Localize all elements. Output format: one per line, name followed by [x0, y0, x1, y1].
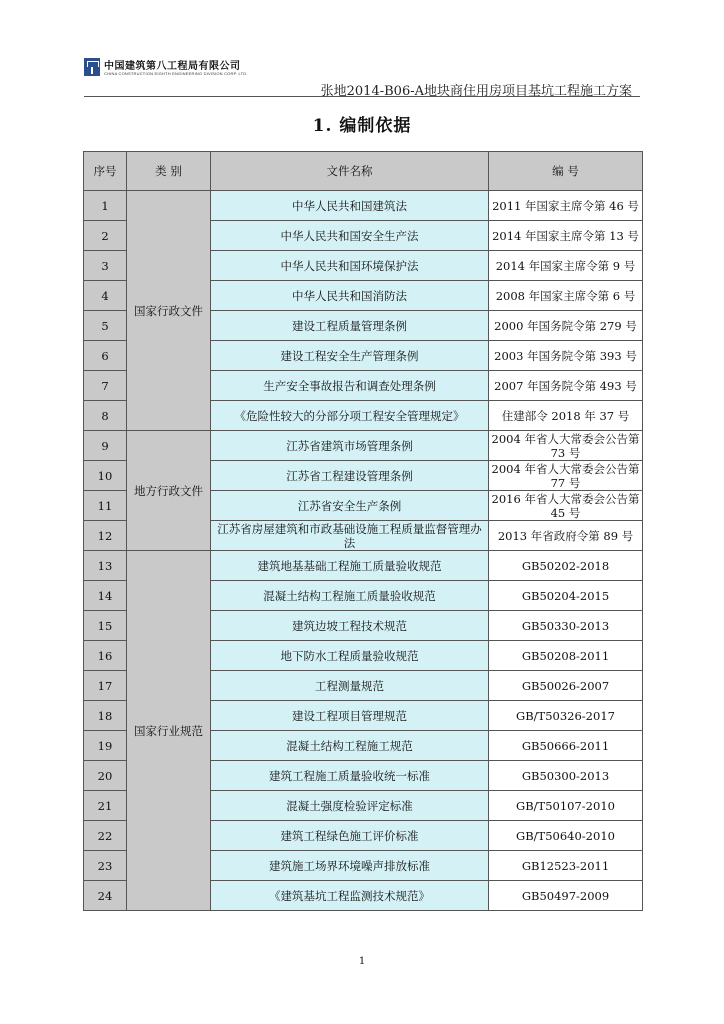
- table-row: [84, 551, 643, 581]
- document-name: 江苏省建筑市场管理条例: [211, 431, 489, 461]
- document-code: GB/T50640-2010: [489, 821, 643, 851]
- document-code: GB50330-2013: [489, 611, 643, 641]
- row-number: 13: [84, 551, 127, 581]
- document-name: 工程测量规范: [211, 671, 489, 701]
- document-name: 中华人民共和国环境保护法: [211, 251, 489, 281]
- document-code: GB50666-2011: [489, 731, 643, 761]
- row-number: 10: [84, 461, 127, 491]
- row-number: 7: [84, 371, 127, 401]
- header-divider: [84, 96, 640, 97]
- row-number: 2: [84, 221, 127, 251]
- row-number: 16: [84, 641, 127, 671]
- row-number: 17: [84, 671, 127, 701]
- document-code: 2011 年国家主席令第 46 号: [489, 191, 643, 221]
- document-name: 江苏省房屋建筑和市政基础设施工程质量监督管理办法: [211, 521, 489, 551]
- document-code: 2003 年国务院令第 393 号: [489, 341, 643, 371]
- row-number: 18: [84, 701, 127, 731]
- document-code: GB50202-2018: [489, 551, 643, 581]
- document-name: 建筑施工场界环境噪声排放标准: [211, 851, 489, 881]
- document-name: 建设工程质量管理条例: [211, 311, 489, 341]
- row-number: 20: [84, 761, 127, 791]
- document-code: 2004 年省人大常委会公告第 77 号: [489, 461, 643, 491]
- row-number: 5: [84, 311, 127, 341]
- row-number: 12: [84, 521, 127, 551]
- document-code: GB/T50326-2017: [489, 701, 643, 731]
- document-code: GB50497-2009: [489, 881, 643, 911]
- row-number: 24: [84, 881, 127, 911]
- document-name: 建筑地基基础工程施工质量验收规范: [211, 551, 489, 581]
- document-name: 江苏省安全生产条例: [211, 491, 489, 521]
- row-number: 9: [84, 431, 127, 461]
- header-no: 序号: [84, 152, 127, 191]
- document-name: 建设工程项目管理规范: [211, 701, 489, 731]
- row-number: 21: [84, 791, 127, 821]
- table-row: [84, 191, 643, 221]
- document-name: 中华人民共和国消防法: [211, 281, 489, 311]
- document-name: 地下防水工程质量验收规范: [211, 641, 489, 671]
- document-name: 《危险性较大的分部分项工程安全管理规定》: [211, 401, 489, 431]
- row-number: 23: [84, 851, 127, 881]
- document-code: 2000 年国务院令第 279 号: [489, 311, 643, 341]
- table-body: [84, 191, 643, 911]
- document-name: 建筑边坡工程技术规范: [211, 611, 489, 641]
- document-code: 2007 年国务院令第 493 号: [489, 371, 643, 401]
- document-code: 2014 年国家主席令第 13 号: [489, 221, 643, 251]
- document-name: 生产安全事故报告和调查处理条例: [211, 371, 489, 401]
- basis-table: [83, 151, 643, 911]
- header-category: 类 别: [127, 152, 211, 191]
- header-doc-name: 文件名称: [211, 152, 489, 191]
- company-name-en: CHINA CONSTRUCTION EIGHTH ENGINEERING DIVISION CORP. LTD.: [104, 71, 248, 76]
- company-name-cn: 中国建筑第八工程局有限公司: [104, 61, 241, 72]
- company-logo: [84, 58, 264, 80]
- row-number: 11: [84, 491, 127, 521]
- row-number: 8: [84, 401, 127, 431]
- row-number: 4: [84, 281, 127, 311]
- category-cell: 国家行业规范: [127, 551, 211, 911]
- table-header-row: [84, 152, 643, 191]
- document-code: GB50300-2013: [489, 761, 643, 791]
- document-name: 中华人民共和国建筑法: [211, 191, 489, 221]
- document-code: 2004 年省人大常委会公告第 73 号: [489, 431, 643, 461]
- document-code: 住建部令 2018 年 37 号: [489, 401, 643, 431]
- header-code: 编 号: [489, 152, 643, 191]
- category-cell: 国家行政文件: [127, 191, 211, 431]
- section-heading: 1. 编制依据: [312, 116, 412, 136]
- document-name: 建筑工程施工质量验收统一标准: [211, 761, 489, 791]
- page-number: 1: [358, 956, 366, 967]
- document-code: 2014 年国家主席令第 9 号: [489, 251, 643, 281]
- document-name: 混凝土结构工程施工规范: [211, 731, 489, 761]
- document-code: 2016 年省人大常委会公告第 45 号: [489, 491, 643, 521]
- document-name: 《建筑基坑工程监测技术规范》: [211, 881, 489, 911]
- document-code: GB50204-2015: [489, 581, 643, 611]
- row-number: 6: [84, 341, 127, 371]
- document-code: GB50026-2007: [489, 671, 643, 701]
- project-title: 张地2014-B06-A地块商住用房项目基坑工程施工方案: [320, 84, 632, 99]
- document-code: GB50208-2011: [489, 641, 643, 671]
- category-cell: 地方行政文件: [127, 431, 211, 551]
- logo-icon: [84, 58, 100, 76]
- table-row: [84, 431, 643, 461]
- row-number: 22: [84, 821, 127, 851]
- document-code: 2008 年国家主席令第 6 号: [489, 281, 643, 311]
- row-number: 1: [84, 191, 127, 221]
- document-name: 中华人民共和国安全生产法: [211, 221, 489, 251]
- row-number: 15: [84, 611, 127, 641]
- document-name: 建筑工程绿色施工评价标准: [211, 821, 489, 851]
- document-code: GB12523-2011: [489, 851, 643, 881]
- document-name: 混凝土强度检验评定标准: [211, 791, 489, 821]
- row-number: 14: [84, 581, 127, 611]
- document-name: 混凝土结构工程施工质量验收规范: [211, 581, 489, 611]
- row-number: 3: [84, 251, 127, 281]
- row-number: 19: [84, 731, 127, 761]
- document-code: GB/T50107-2010: [489, 791, 643, 821]
- document-code: 2013 年省政府令第 89 号: [489, 521, 643, 551]
- document-name: 江苏省工程建设管理条例: [211, 461, 489, 491]
- document-name: 建设工程安全生产管理条例: [211, 341, 489, 371]
